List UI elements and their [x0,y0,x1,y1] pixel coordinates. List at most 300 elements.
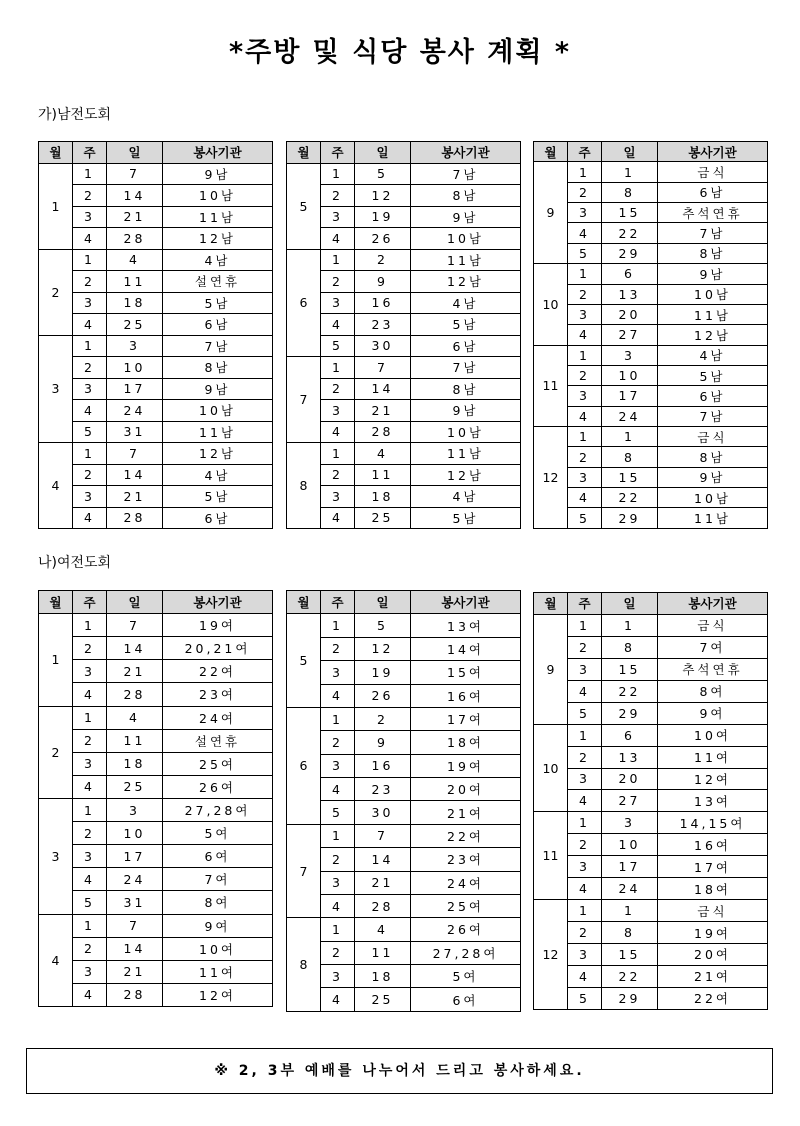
week-cell: 1 [73,614,107,637]
org-cell: 19여 [658,922,768,944]
month-header: 월 [39,591,73,614]
week-cell: 2 [568,365,602,385]
org-cell: 13여 [658,790,768,812]
day-cell: 8 [602,447,658,467]
day-cell: 17 [602,856,658,878]
table-row [39,228,273,250]
week-cell: 4 [73,507,107,529]
org-cell: 10남 [658,488,768,508]
week-cell: 2 [321,185,355,207]
month-cell: 3 [39,335,73,443]
day-header: 일 [602,142,658,162]
table-row [534,182,768,202]
section-label-women: 나)여전도회 [38,555,112,571]
month-cell: 7 [287,357,321,443]
week-cell: 4 [568,790,602,812]
org-cell: 27,28여 [411,941,521,964]
table-row [534,944,768,966]
table-row [534,345,768,365]
day-cell: 3 [602,345,658,365]
day-cell: 15 [602,203,658,223]
day-cell: 7 [107,914,163,937]
table-row [39,729,273,752]
org-cell: 7여 [658,636,768,658]
week-header: 주 [73,142,107,164]
org-cell: 11여 [163,960,273,983]
week-cell: 3 [321,206,355,228]
month-cell: 11 [534,812,568,900]
schedule-table-women-may-aug [286,590,521,1012]
week-cell: 1 [73,443,107,465]
day-header: 일 [355,591,411,614]
day-cell: 2 [355,707,411,730]
table-row [39,185,273,207]
day-cell: 15 [602,658,658,680]
day-cell: 1 [602,162,658,182]
week-cell: 2 [568,834,602,856]
day-cell: 25 [107,314,163,336]
org-cell: 25여 [411,894,521,917]
week-cell: 3 [73,752,107,775]
org-cell: 10남 [163,185,273,207]
table-row [287,731,521,754]
table-row [534,162,768,182]
org-cell: 9남 [411,400,521,422]
table-row [534,614,768,636]
day-cell: 18 [355,965,411,988]
org-cell: 7남 [411,357,521,379]
org-cell: 6남 [658,182,768,202]
week-cell: 1 [321,443,355,465]
day-cell: 3 [107,335,163,357]
week-cell: 4 [321,421,355,443]
week-cell: 1 [568,812,602,834]
day-cell: 12 [355,637,411,660]
day-cell: 14 [107,464,163,486]
day-cell: 20 [602,768,658,790]
org-cell: 추석연휴 [658,658,768,680]
week-cell: 2 [568,922,602,944]
table-row [39,775,273,798]
org-cell: 10여 [658,724,768,746]
week-cell: 3 [568,203,602,223]
org-cell: 8남 [658,447,768,467]
org-cell: 18여 [658,878,768,900]
week-cell: 3 [568,304,602,324]
day-cell: 3 [107,798,163,821]
day-header: 일 [602,593,658,615]
table-row [39,486,273,508]
org-cell: 7여 [163,868,273,891]
week-cell: 1 [321,163,355,185]
org-header: 봉사기관 [163,591,273,614]
org-cell: 12남 [163,443,273,465]
table-row [287,163,521,185]
table-row [39,937,273,960]
org-cell: 4남 [411,292,521,314]
day-cell: 1 [602,427,658,447]
table-row [287,443,521,465]
table-row [287,661,521,684]
day-cell: 8 [602,922,658,944]
week-cell: 2 [73,357,107,379]
day-cell: 14 [107,637,163,660]
day-cell: 20 [602,304,658,324]
month-cell: 9 [534,162,568,264]
org-cell: 9남 [163,163,273,185]
table-row [534,406,768,426]
week-cell: 4 [321,988,355,1012]
table-row [534,447,768,467]
day-cell: 4 [107,249,163,271]
table-row [287,206,521,228]
org-cell: 27,28여 [163,798,273,821]
org-cell: 10여 [163,937,273,960]
day-cell: 13 [602,746,658,768]
org-cell: 4남 [411,486,521,508]
day-cell: 7 [107,443,163,465]
day-cell: 23 [355,314,411,336]
day-cell: 4 [355,918,411,941]
org-cell: 6여 [411,988,521,1012]
org-cell: 8남 [411,378,521,400]
org-cell: 24여 [411,871,521,894]
table-row [534,878,768,900]
org-cell: 6여 [163,845,273,868]
week-cell: 3 [568,768,602,790]
table-row [287,400,521,422]
table-row [287,464,521,486]
week-cell: 3 [73,845,107,868]
table-row [287,871,521,894]
table-row [39,400,273,422]
table-row [39,335,273,357]
week-cell: 4 [568,223,602,243]
table-row [39,868,273,891]
schedule-table-women-jan-apr [38,590,273,1007]
table-row [39,891,273,914]
day-cell: 7 [107,163,163,185]
table-row [287,707,521,730]
day-cell: 30 [355,335,411,357]
week-cell: 1 [73,798,107,821]
table-row [534,264,768,284]
table-row [39,443,273,465]
table-row [39,249,273,271]
org-cell: 7남 [163,335,273,357]
week-cell: 4 [73,868,107,891]
table-row [39,464,273,486]
table-row [39,706,273,729]
week-cell: 1 [568,264,602,284]
day-cell: 5 [355,614,411,637]
table-row [534,834,768,856]
table-row [287,965,521,988]
day-cell: 5 [355,163,411,185]
org-cell: 12여 [658,768,768,790]
week-cell: 3 [73,960,107,983]
week-cell: 3 [568,658,602,680]
day-cell: 10 [107,822,163,845]
org-cell: 17여 [658,856,768,878]
org-cell: 6남 [411,335,521,357]
day-cell: 13 [602,284,658,304]
day-cell: 17 [602,386,658,406]
day-cell: 26 [355,684,411,707]
table-row [287,292,521,314]
month-cell: 8 [287,443,321,529]
table-row [39,752,273,775]
day-cell: 14 [107,185,163,207]
week-cell: 2 [321,731,355,754]
week-cell: 4 [73,400,107,422]
month-cell: 5 [287,614,321,708]
org-cell: 26여 [163,775,273,798]
org-cell: 설연휴 [163,271,273,293]
table-row [534,467,768,487]
month-cell: 11 [534,345,568,426]
week-header: 주 [568,142,602,162]
table-row [287,357,521,379]
day-cell: 28 [107,983,163,1006]
org-cell: 9남 [411,206,521,228]
week-cell: 4 [73,314,107,336]
week-cell: 4 [321,778,355,801]
day-cell: 6 [602,724,658,746]
table-row [534,900,768,922]
org-cell: 11남 [163,206,273,228]
table-row [39,206,273,228]
org-cell: 16여 [658,834,768,856]
table-row [39,798,273,821]
week-cell: 3 [321,871,355,894]
week-cell: 2 [568,636,602,658]
org-cell: 22여 [411,824,521,847]
table-row [287,684,521,707]
day-cell: 28 [355,894,411,917]
org-cell: 10남 [163,400,273,422]
table-row [39,983,273,1006]
day-cell: 22 [602,680,658,702]
week-cell: 5 [73,421,107,443]
org-cell: 19여 [163,614,273,637]
table-row [534,702,768,724]
week-cell: 2 [73,464,107,486]
week-cell: 5 [73,891,107,914]
day-cell: 28 [107,683,163,706]
org-cell: 26여 [411,918,521,941]
week-cell: 1 [73,335,107,357]
day-cell: 11 [107,271,163,293]
org-cell: 9여 [658,702,768,724]
day-cell: 15 [602,467,658,487]
table-row [287,778,521,801]
week-cell: 1 [321,249,355,271]
week-cell: 3 [321,754,355,777]
header-row [39,142,273,164]
org-cell: 5남 [163,486,273,508]
week-cell: 2 [568,746,602,768]
table-row [287,614,521,637]
table-row [39,637,273,660]
day-cell: 15 [602,944,658,966]
org-header: 봉사기관 [411,142,521,164]
week-cell: 1 [568,345,602,365]
org-cell: 8여 [163,891,273,914]
day-cell: 28 [107,228,163,250]
day-cell: 29 [602,987,658,1009]
day-cell: 21 [107,660,163,683]
month-header: 월 [287,591,321,614]
org-header: 봉사기관 [658,593,768,615]
org-cell: 4남 [163,464,273,486]
week-cell: 1 [73,706,107,729]
org-cell: 11남 [658,304,768,324]
week-cell: 2 [73,822,107,845]
week-cell: 2 [321,464,355,486]
week-cell: 2 [73,729,107,752]
month-cell: 12 [534,900,568,1010]
day-cell: 6 [602,264,658,284]
week-cell: 3 [568,467,602,487]
table-row [534,488,768,508]
day-cell: 31 [107,421,163,443]
month-cell: 9 [534,614,568,724]
day-cell: 22 [602,965,658,987]
table-row [287,421,521,443]
week-cell: 2 [73,937,107,960]
week-cell: 3 [321,486,355,508]
day-cell: 3 [602,812,658,834]
day-cell: 21 [107,960,163,983]
week-cell: 1 [321,614,355,637]
table-row [287,894,521,917]
org-cell: 17여 [411,707,521,730]
week-header: 주 [321,142,355,164]
table-row [534,284,768,304]
week-header: 주 [321,591,355,614]
week-cell: 2 [568,447,602,467]
org-cell: 5남 [163,292,273,314]
org-cell: 11남 [658,508,768,529]
table-row [534,325,768,345]
week-cell: 3 [73,378,107,400]
table-row [287,637,521,660]
day-cell: 25 [355,507,411,529]
week-cell: 1 [321,824,355,847]
table-row [39,292,273,314]
table-row [39,314,273,336]
month-header: 월 [287,142,321,164]
day-cell: 8 [602,636,658,658]
day-cell: 14 [355,378,411,400]
month-cell: 1 [39,163,73,249]
day-cell: 4 [107,706,163,729]
week-cell: 4 [73,983,107,1006]
day-cell: 24 [107,868,163,891]
week-cell: 4 [73,775,107,798]
week-cell: 1 [73,163,107,185]
table-row [39,660,273,683]
month-cell: 4 [39,914,73,1006]
table-row [534,203,768,223]
table-row [534,790,768,812]
day-cell: 2 [355,249,411,271]
table-row [287,271,521,293]
week-cell: 2 [568,182,602,202]
week-cell: 1 [321,357,355,379]
org-cell: 19여 [411,754,521,777]
table-row [534,386,768,406]
table-row [39,507,273,529]
org-cell: 12남 [658,325,768,345]
org-cell: 12남 [411,464,521,486]
table-row [287,988,521,1012]
org-cell: 14여 [411,637,521,660]
org-header: 봉사기관 [411,591,521,614]
week-cell: 2 [568,284,602,304]
week-cell: 2 [73,271,107,293]
week-cell: 1 [568,614,602,636]
header-row [534,142,768,162]
org-cell: 22여 [658,987,768,1009]
table-row [534,304,768,324]
table-row [39,271,273,293]
week-cell: 1 [568,162,602,182]
schedule-table-men-jan-apr [38,141,273,529]
day-cell: 10 [107,357,163,379]
month-cell: 4 [39,443,73,529]
section-label-men: 가)남전도회 [38,107,112,123]
org-cell: 11남 [411,249,521,271]
week-cell: 3 [321,400,355,422]
table-row [39,822,273,845]
table-row [39,378,273,400]
org-cell: 8남 [658,243,768,263]
schedule-table-men-may-aug [286,141,521,529]
table-row [534,965,768,987]
week-cell: 1 [321,707,355,730]
table-row [534,856,768,878]
table-row [39,163,273,185]
day-cell: 23 [355,778,411,801]
day-cell: 25 [355,988,411,1012]
month-cell: 3 [39,798,73,914]
org-cell: 9여 [163,914,273,937]
table-row [39,421,273,443]
org-cell: 22여 [163,660,273,683]
org-cell: 8여 [658,680,768,702]
day-cell: 22 [602,223,658,243]
week-cell: 4 [321,314,355,336]
org-cell: 23여 [411,848,521,871]
org-cell: 14,15여 [658,812,768,834]
week-cell: 5 [321,335,355,357]
week-cell: 5 [568,702,602,724]
day-cell: 7 [355,357,411,379]
table-row [534,223,768,243]
table-row [287,507,521,529]
table-row [39,614,273,637]
day-cell: 1 [602,614,658,636]
week-cell: 4 [321,228,355,250]
org-cell: 8남 [163,357,273,379]
table-row [534,768,768,790]
org-cell: 4남 [163,249,273,271]
table-row [534,987,768,1009]
day-cell: 21 [107,486,163,508]
week-cell: 3 [73,660,107,683]
